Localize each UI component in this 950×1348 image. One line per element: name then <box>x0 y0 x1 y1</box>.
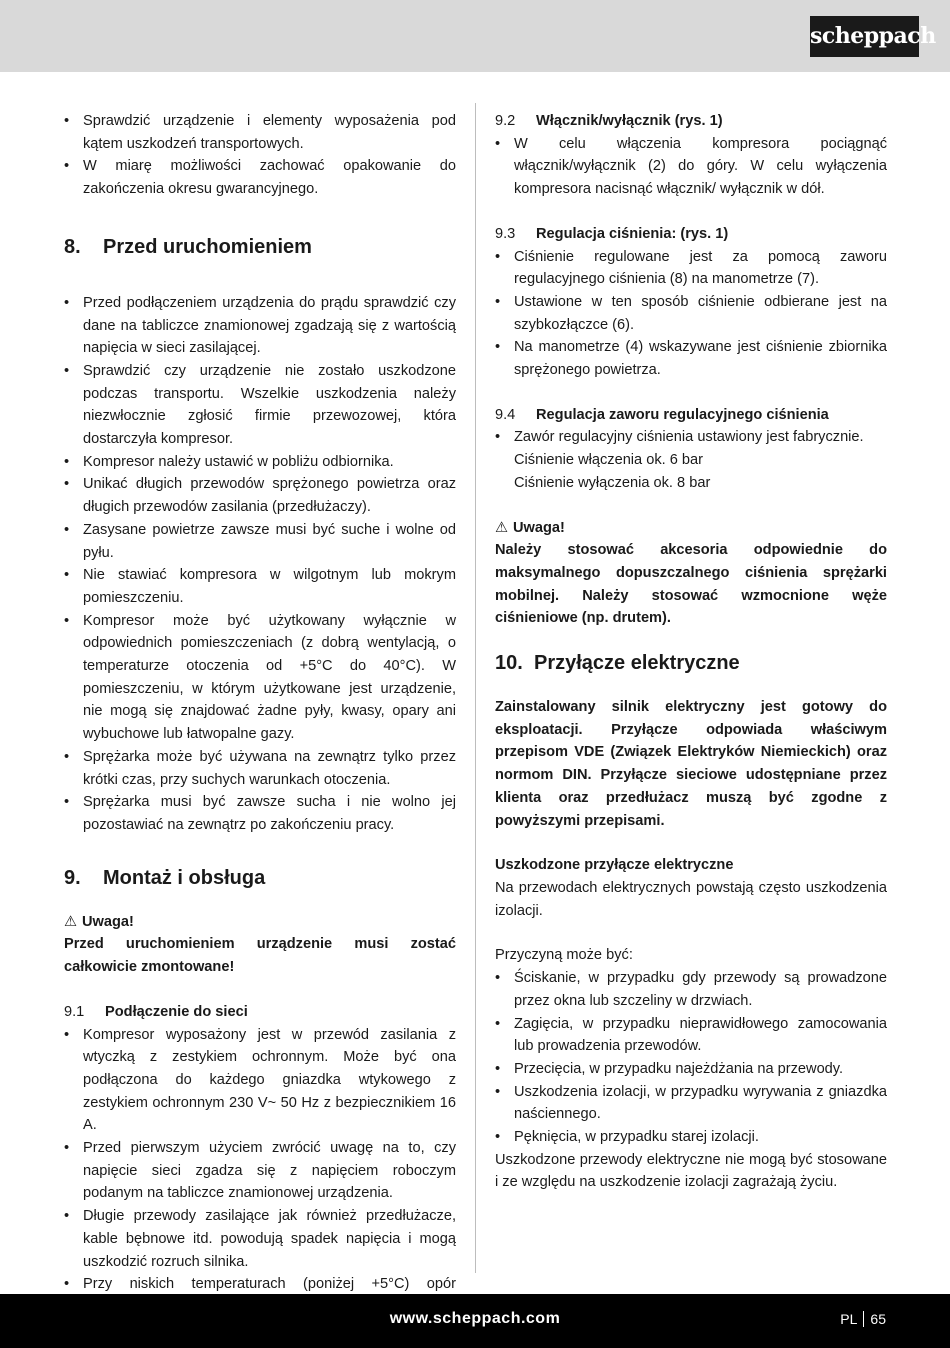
list-item: • Uszkodzenia izolacji, w przypadku wyrywania z gniazdka naściennego. <box>495 1081 887 1126</box>
warning-triangle-icon: ⚠ <box>64 913 78 930</box>
list-item: • Kompresor może być użytkowany wyłącznie w odpowiednich pomieszczeniach (z dobrą wentylacją, o temperaturze otoczenia od +5°C do 40°C). W pomieszczeniu, w którym użytkowane jest urządzenie, nie mogą się znajdować żadne pyły, kwasy, opary ani wybuchowe lub łatwopalne gazy. <box>64 610 456 746</box>
subsection-9-4-heading <box>495 404 887 427</box>
list-item: • Długie przewody zasilające jak również przedłużacze, kable bębnowe itd. powodują spadek napięcia i mogą uszkodzić rozruch silnika. <box>64 1205 456 1273</box>
section-9-heading <box>64 865 456 891</box>
warning-text: Przed uruchomieniem urządzenie musi zostać całkowicie zmontowane! <box>64 936 456 976</box>
list-item: • Unikać długich przewodów sprężonego powietrza oraz długich przewodów zasilania (przedłużaczy). <box>64 473 456 518</box>
closing-text: Uszkodzone przewody elektryczne nie mogą być stosowane i ze względu na uszkodzenie izolacji zagrażają życiu. <box>495 1151 887 1191</box>
section-10-heading <box>495 650 887 676</box>
list-item: • Sprawdzić czy urządzenie nie zostało uszkodzone podczas transportu. Wszelkie uszkodzenia należy niezwłocznie zgłosić firmie przewozowej, która dostarczyła kompresor. <box>64 360 456 451</box>
list-item: • Ciśnienie regulowane jest za pomocą zaworu regulacyjnego ciśnienia (8) na manometrze (7). <box>495 246 887 291</box>
subsection-9-1-list <box>64 1024 456 1319</box>
subsection-9-3-list <box>495 246 887 382</box>
warning-triangle-icon: ⚠ <box>495 519 509 536</box>
cut-out-pressure: Ciśnienie wyłączenia ok. 8 bar <box>514 474 711 491</box>
subsection-number: 9.2 <box>495 113 516 129</box>
list-item: • Kompresor należy ustawić w pobliżu odbiornika. <box>64 451 456 474</box>
header-bar <box>0 0 950 72</box>
warning-title: Uwaga! <box>82 913 134 930</box>
subsection-9-2-heading <box>495 110 887 133</box>
section-title: Przed uruchomieniem <box>103 235 312 258</box>
section-number: 8. <box>64 235 81 258</box>
website-link[interactable]: www.scheppach.com <box>389 1310 561 1327</box>
list-item: • Zagięcia, w przypadku nieprawidłowego zamocowania lub prowadzenia przewodów. <box>495 1013 887 1058</box>
section-number: 10. <box>495 652 523 675</box>
subsection-number: 9.4 <box>495 406 516 423</box>
warning-title: Uwaga! <box>513 519 565 536</box>
list-item: • Pęknięcia, w przypadku starej izolacji. <box>495 1126 887 1149</box>
subsection-number: 9.3 <box>495 225 516 242</box>
list-item: • Sprawdzić urządzenie i elementy wyposażenia pod kątem uszkodzeń transportowych. <box>64 110 456 155</box>
damaged-connection-text: Na przewodach elektrycznych powstają często uszkodzenia izolacji. <box>495 879 887 919</box>
warning-heading <box>495 517 887 540</box>
list-item: • Przy niskich temperaturach (poniżej +5°C) opór <box>64 1273 456 1318</box>
subsection-title: Regulacja zaworu regulacyjnego ciśnienia <box>536 406 829 423</box>
causes-list <box>495 967 887 1149</box>
warning-heading <box>64 911 456 934</box>
damaged-connection-heading: Uszkodzone przyłącze elektryczne <box>495 857 734 874</box>
section-8-heading <box>64 234 456 260</box>
list-item: • Ściskanie, w przypadku gdy przewody są prowadzone przez okna lub szczeliny w drzwiach. <box>495 967 887 1012</box>
list-item: • Na manometrze (4) wskazywane jest ciśnienie zbiornika sprężonego powietrza. <box>495 336 887 381</box>
subsection-number: 9.1 <box>64 1003 85 1020</box>
subsection-9-1-heading <box>64 1001 456 1024</box>
column-divider <box>475 103 476 1273</box>
language-code: PL <box>840 1311 858 1327</box>
connection-paragraph: Zainstalowany silnik elektryczny jest gotowy do eksploatacji. Przyłącze odpowiada właściwym przepisom VDE (Związek Elektryków Niemieckich) oraz normom DIN. Przyłącze sieciowe udostępniane przez klienta oraz przedłużacz muszą być zgodne z powyższymi przepisami. <box>495 699 887 829</box>
subsection-9-2-list <box>495 133 887 201</box>
section-8-list <box>64 292 456 837</box>
intro-list <box>64 110 456 201</box>
warning-text: Należy stosować akcesoria odpowiednie do maksymalnego dopuszczalnego ciśnienia sprężarki mobilnej. Należy stosować wzmocnione węże ciśnieniowe (np. drutem). <box>495 542 887 627</box>
list-item: • Przed pierwszym użyciem zwrócić uwagę na to, czy napięcie sieci zgadza się z napięciem roboczym podanym na tabliczce znamionowej urządzenia. <box>64 1137 456 1205</box>
cut-in-pressure: Ciśnienie włączenia ok. 6 bar <box>514 452 704 469</box>
section-number: 9. <box>64 866 81 889</box>
subsection-9-3-heading <box>495 223 887 246</box>
list-item: • Sprężarka może być używana na zewnątrz tylko przez krótki czas, przy suchych warunkach otoczenia. <box>64 746 456 791</box>
section-title: Przyłącze elektryczne <box>534 652 740 675</box>
page-number: 65 <box>870 1311 886 1327</box>
list-item: • Zawór regulacyjny ciśnienia ustawiony jest fabrycznie. <box>495 426 887 449</box>
footer-bar <box>0 1294 950 1348</box>
left-column <box>64 110 456 1319</box>
list-item: • Przed podłączeniem urządzenia do prądu sprawdzić czy dane na tabliczce znamionowej zgadzają się z wartością napięcia w sieci zasilającej. <box>64 292 456 360</box>
subsection-title: Regulacja ciśnienia: (rys. 1) <box>536 225 729 242</box>
list-item: • Kompresor wyposażony jest w przewód zasilania z wtyczką z zestykiem ochronnym. Może być ona podłączona do każdego gniazdka wtykowego z zestykiem ochronnym 230 V~ 50 Hz z bezpiecznikiem 16 A. <box>64 1024 456 1138</box>
list-item: • Nie stawiać kompresora w wilgotnym lub mokrym pomieszczeniu. <box>64 564 456 609</box>
right-column <box>495 110 887 1194</box>
list-item: • W celu włączenia kompresora pociągnąć włącznik/wyłącznik (2) do góry. W celu wyłączenia kompresora nacisnąć włącznik/ wyłącznik w dół. <box>495 133 887 201</box>
subsection-title: Podłączenie do sieci <box>105 1003 248 1020</box>
section-title: Montaż i obsługa <box>103 866 266 889</box>
scheppach-logo: scheppach <box>810 16 919 57</box>
subsection-9-4-list <box>495 426 887 449</box>
page-indicator <box>840 1294 886 1344</box>
list-item: • W miarę możliwości zachować opakowanie do zakończenia okresu gwarancyjnego. <box>64 155 456 200</box>
list-item: • Zasysane powietrze zawsze musi być suche i wolne od pyłu. <box>64 519 456 564</box>
causes-intro: Przyczyną może być: <box>495 947 633 964</box>
list-item: • Przecięcia, w przypadku najeżdżania na przewody. <box>495 1058 887 1081</box>
subsection-title: Włącznik/wyłącznik (rys. 1) <box>536 113 723 129</box>
list-item: • Sprężarka musi być zawsze sucha i nie wolno jej pozostawiać na zewnątrz po zakończeniu pracy. <box>64 791 456 836</box>
separator <box>863 1311 864 1327</box>
list-item: • Ustawione w ten sposób ciśnienie odbierane jest na szybkozłączce (6). <box>495 291 887 336</box>
